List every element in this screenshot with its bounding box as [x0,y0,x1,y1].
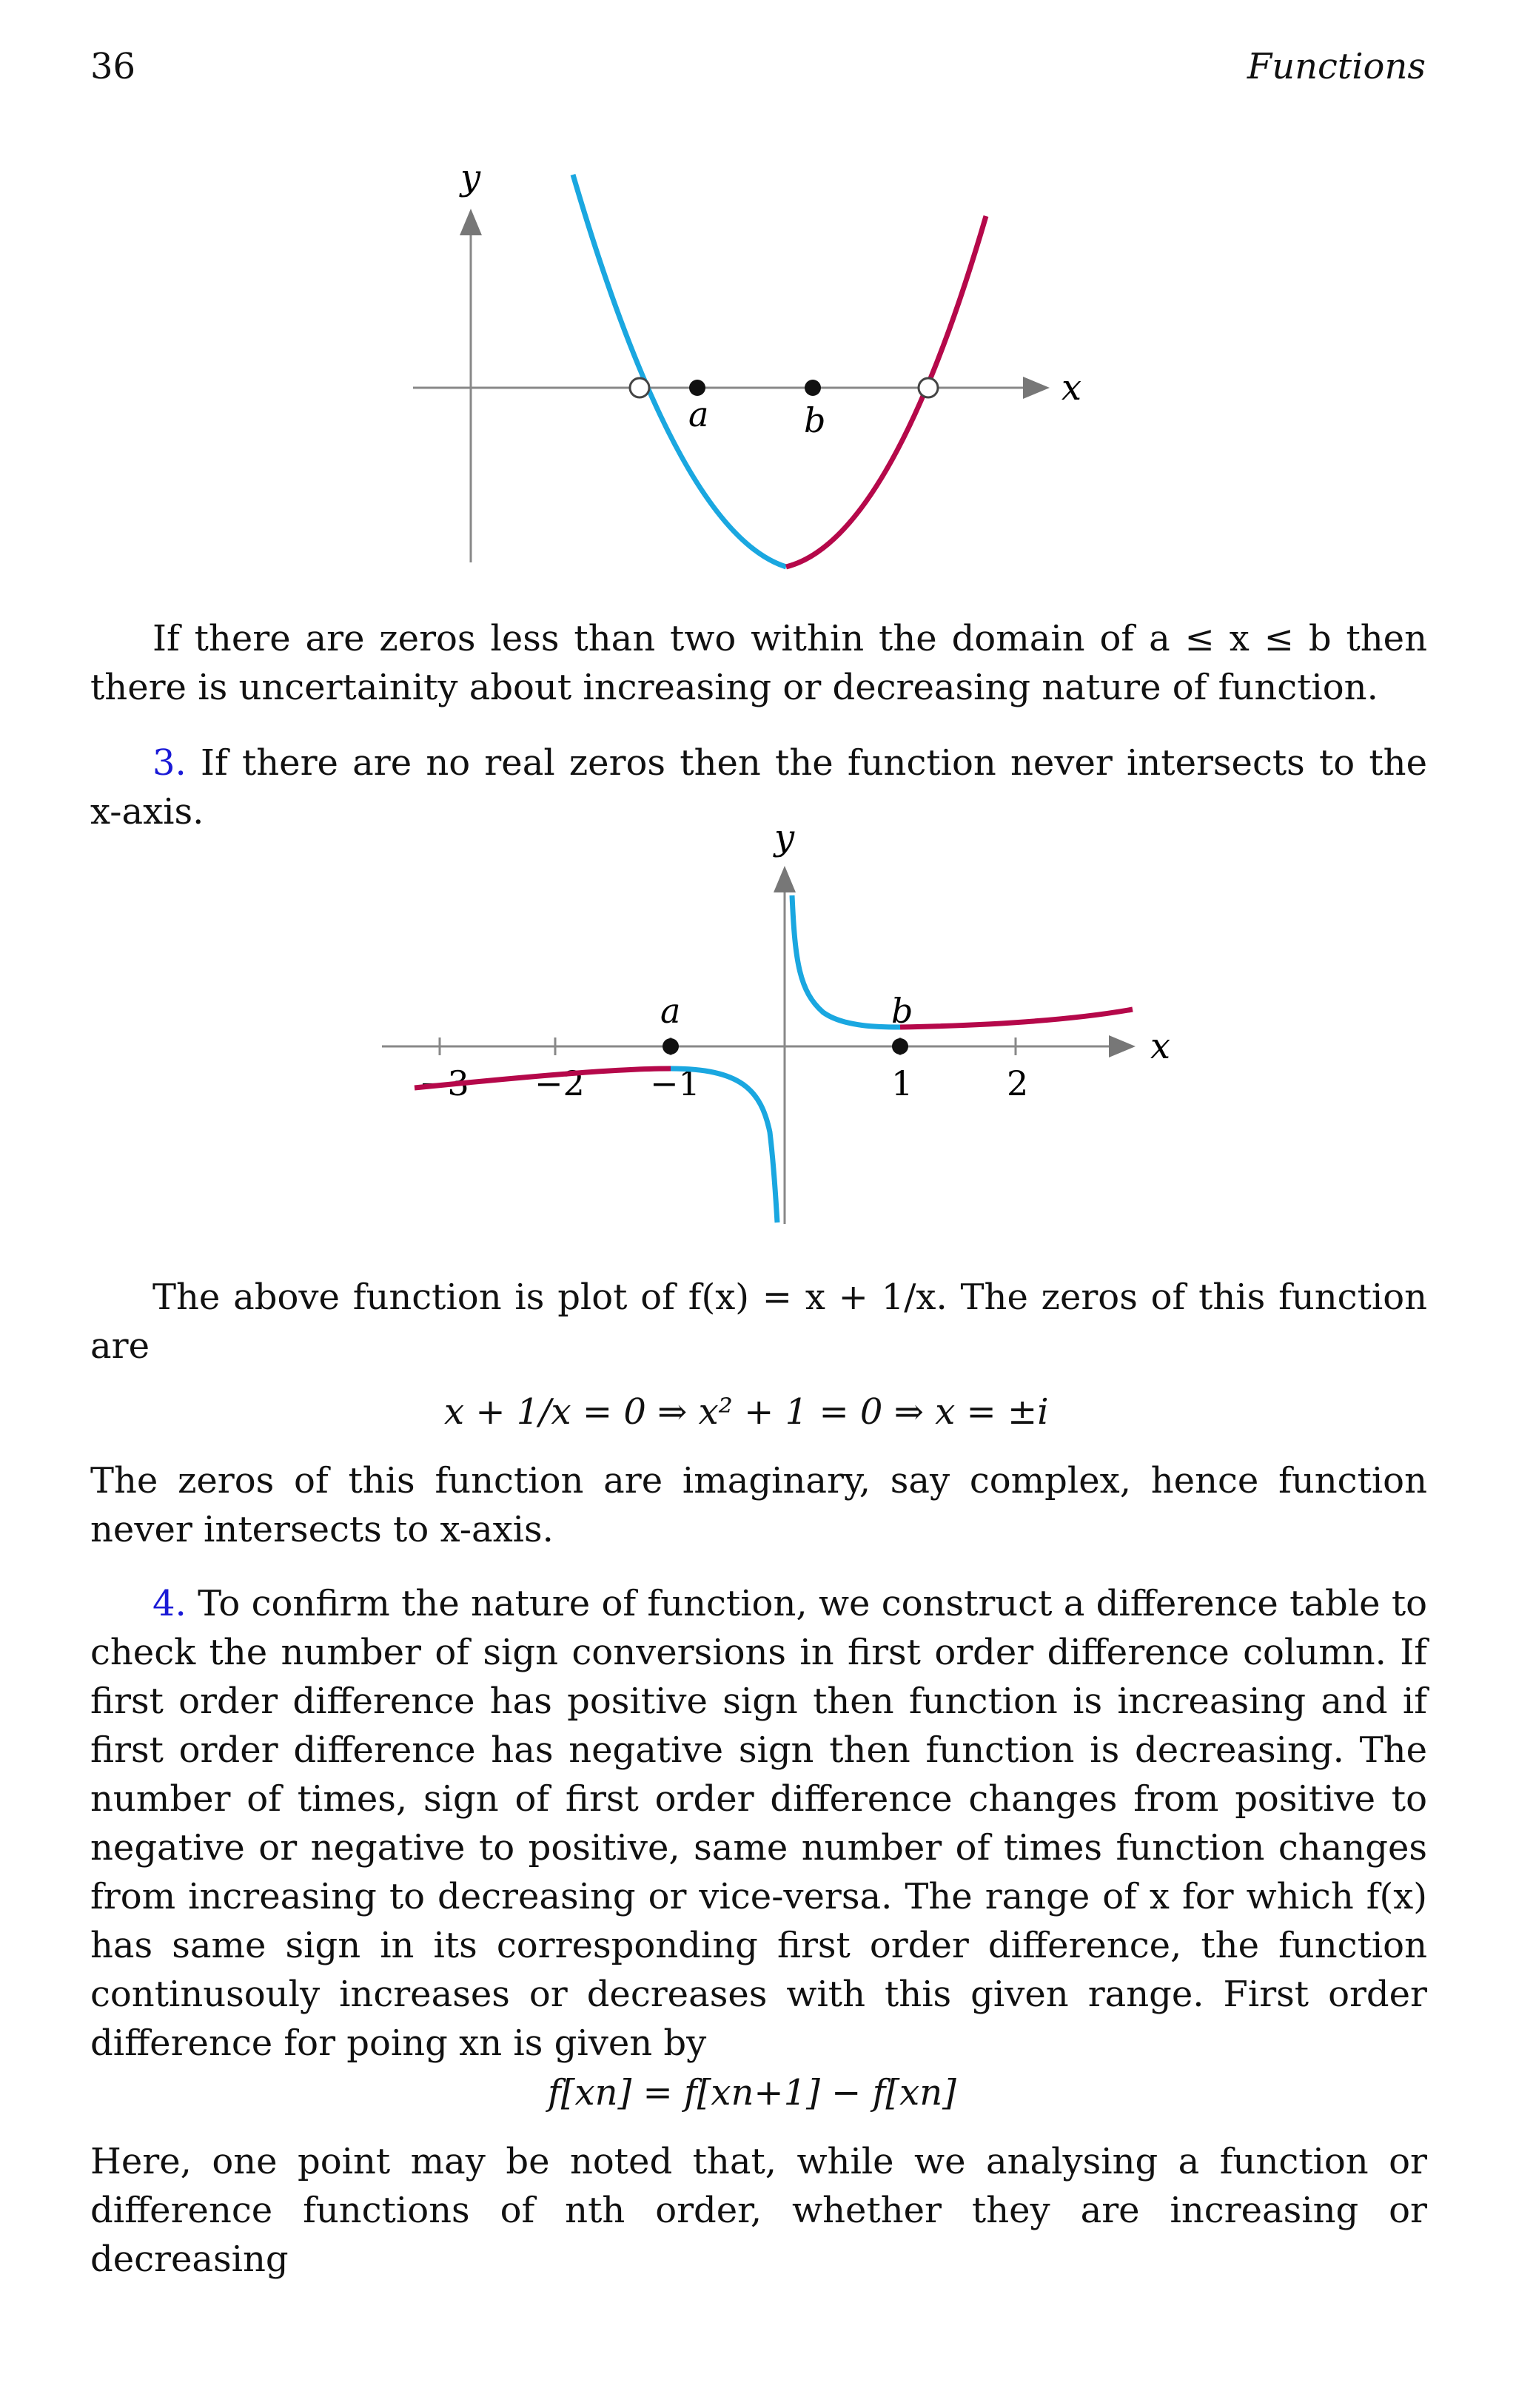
tick-label: 2 [1007,1063,1029,1103]
equation-first-difference: f[xn] = f[xn+1] − f[xn] [548,2072,956,2113]
parabola-figure [370,148,1170,607]
x-axis-label: x [1150,1026,1171,1067]
blue-curve-segment [792,895,900,1027]
tick-label: −2 [534,1063,585,1103]
item-4-text: To confirm the nature of function, we construct a difference table to check the number of sign conversions in first order difference column. If first order difference has positive sign then function is increasing and if first order difference has negative sign then function is decreasing. The number of times, sign of first order difference changes from positive to negative or negative to positive, same number of times function changes from increasing to decreasing or vice-versa. The range of x for which f(x) has same sign in its corresponding first order difference, the function continusouly increases or decreases with this given range. First order difference for poing xn is given by [90,1583,1428,2064]
hyperbola-figure [370,814,1214,1243]
zero-point-open [630,378,649,397]
point-b-label: b [804,400,826,440]
point-a-label: a [660,991,681,1031]
paragraph-2: The above function is plot of f(x) = x + 1/x. The zeros of this function are [90,1277,1427,1367]
item-3-text: If there are no real zeros then the function never intersects to the x-axis. [90,742,1427,833]
tick-label: 1 [891,1063,913,1103]
paragraph-3: The zeros of this function are imaginary, say complex, hence function never intersects to x-axis. [90,1460,1427,1550]
point-a-label: a [688,394,709,434]
point-b-dot [805,380,821,396]
item-4-number: 4. [152,1583,187,1624]
paragraph-1: If there are zeros less than two within the domain of a ≤ x ≤ b then there is uncertainity about increasing or decreasing nature of function. [90,618,1427,708]
point-b-dot [892,1038,908,1055]
item-4 [90,1579,1427,2068]
tick-label: −1 [650,1063,700,1103]
item-3-number: 3. [152,742,187,784]
point-a-dot [663,1038,679,1055]
red-curve-segment [900,1009,1133,1027]
zero-point-open [919,378,938,397]
page-number: 36 [90,46,136,87]
tick-label: −3 [419,1063,469,1103]
point-b-label: b [891,991,913,1031]
equation-zeros: x + 1/x = 0 ⇒ x² + 1 = 0 ⇒ x = ±i [444,1391,1049,1433]
paragraph-4: Here, one point may be noted that, while we analysing a function or difference functions of nth order, whether they are increasing or decreasing [90,2141,1427,2280]
chapter-title: Functions [1247,46,1426,87]
blue-curve-segment [573,175,786,567]
y-axis-label: y [460,157,481,198]
point-a-dot [689,380,705,396]
x-axis-label: x [1061,367,1082,408]
y-axis-label: y [774,817,795,858]
